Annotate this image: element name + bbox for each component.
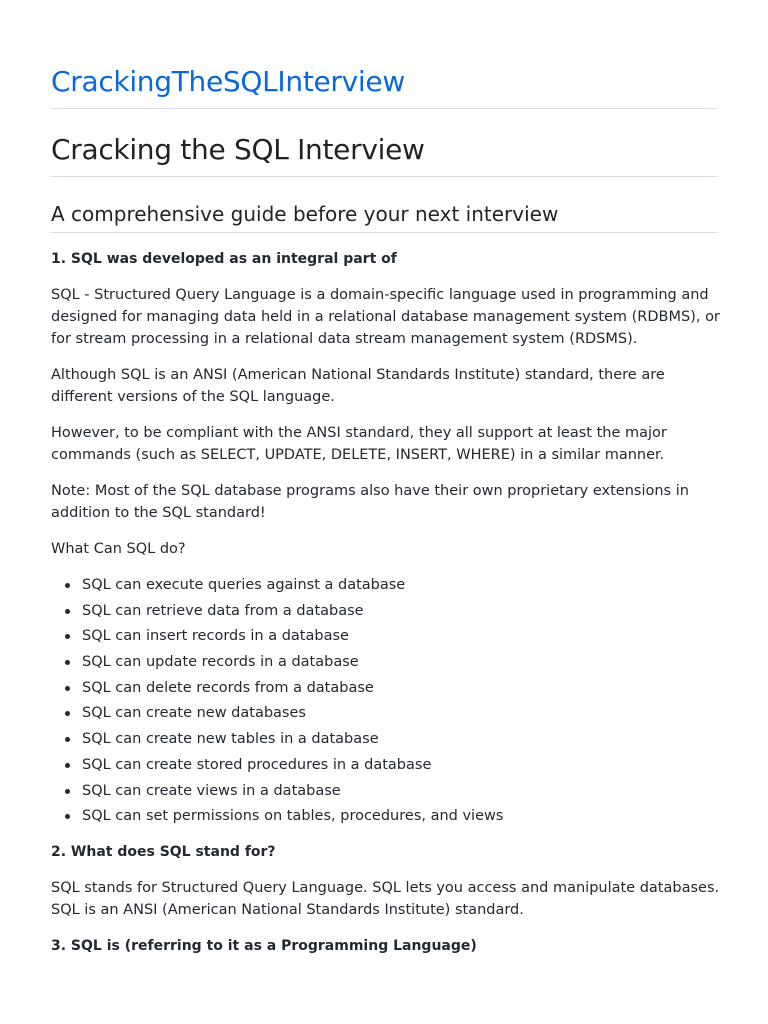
- paragraph: What Can SQL do?: [51, 541, 186, 557]
- bullet-icon: [65, 583, 70, 588]
- list-item-text: SQL can create new tables in a database: [82, 731, 379, 748]
- bullet-icon: [65, 737, 70, 742]
- bullet-icon: [65, 814, 70, 819]
- paragraph: SQL stands for Structured Query Language. SQL lets you access and manipulate databases. SQL is an ANSI (American National Standards Institute) standard.: [51, 880, 720, 919]
- paragraph: Although SQL is an ANSI (American National Standards Institute) standard, there are different versions of the SQL language.: [51, 367, 665, 405]
- page-title: Cracking the SQL Interview: [51, 133, 425, 166]
- list-item-text: SQL can create views in a database: [82, 782, 341, 799]
- question-3-title: 3. SQL is (referring to it as a Programming Language): [51, 938, 477, 955]
- title-divider: [51, 108, 717, 109]
- list-item: [82, 625, 721, 647]
- list-item-text: SQL can insert records in a database: [82, 628, 349, 645]
- list-item-text: SQL can retrieve data from a database: [82, 602, 364, 619]
- bullet-icon: [65, 763, 70, 768]
- paragraph: However, to be compliant with the ANSI standard, they all support at least the major commands (such as SELECT, UPDATE, DELETE, INSERT, WHERE) in a similar manner.: [51, 425, 667, 463]
- list-item: [82, 651, 721, 673]
- sql-capabilities-list: [51, 574, 721, 827]
- list-item: [82, 728, 721, 750]
- list-item: [82, 780, 721, 802]
- list-item-text: SQL can set permissions on tables, procedures, and views: [82, 808, 504, 825]
- list-item: [82, 600, 721, 622]
- article-body: [51, 248, 721, 971]
- question-2-title: 2. What does SQL stand for?: [51, 844, 276, 861]
- list-item: [82, 574, 721, 596]
- bullet-icon: [65, 660, 70, 665]
- paragraph: SQL - Structured Query Language is a domain-specific language used in programming and designed for managing data held in a relational database management system (RDBMS), or for stream processing in a relational data stream management system (RDSMS).: [51, 287, 720, 347]
- list-item-text: SQL can delete records from a database: [82, 679, 374, 696]
- list-item-text: SQL can update records in a database: [82, 654, 359, 671]
- paragraph: Note: Most of the SQL database programs also have their own proprietary extensions in addition to the SQL standard!: [51, 483, 689, 521]
- heading-divider: [51, 176, 717, 177]
- bullet-icon: [65, 634, 70, 639]
- subheading-divider: [51, 232, 717, 233]
- list-item: [82, 754, 721, 776]
- list-item: [82, 805, 721, 827]
- list-item-text: SQL can execute queries against a database: [82, 577, 406, 593]
- list-item: [82, 677, 721, 699]
- site-title-link[interactable]: CrackingTheSQLInterview: [51, 65, 405, 98]
- page-subtitle: A comprehensive guide before your next interview: [51, 202, 559, 226]
- question-1-title: 1. SQL was developed as an integral part of: [51, 251, 397, 267]
- list-item: [82, 702, 721, 724]
- bullet-icon: [65, 609, 70, 614]
- bullet-icon: [65, 789, 70, 794]
- list-item-text: SQL can create stored procedures in a database: [82, 756, 432, 773]
- list-item-text: SQL can create new databases: [82, 705, 306, 722]
- bullet-icon: [65, 711, 70, 716]
- bullet-icon: [65, 686, 70, 691]
